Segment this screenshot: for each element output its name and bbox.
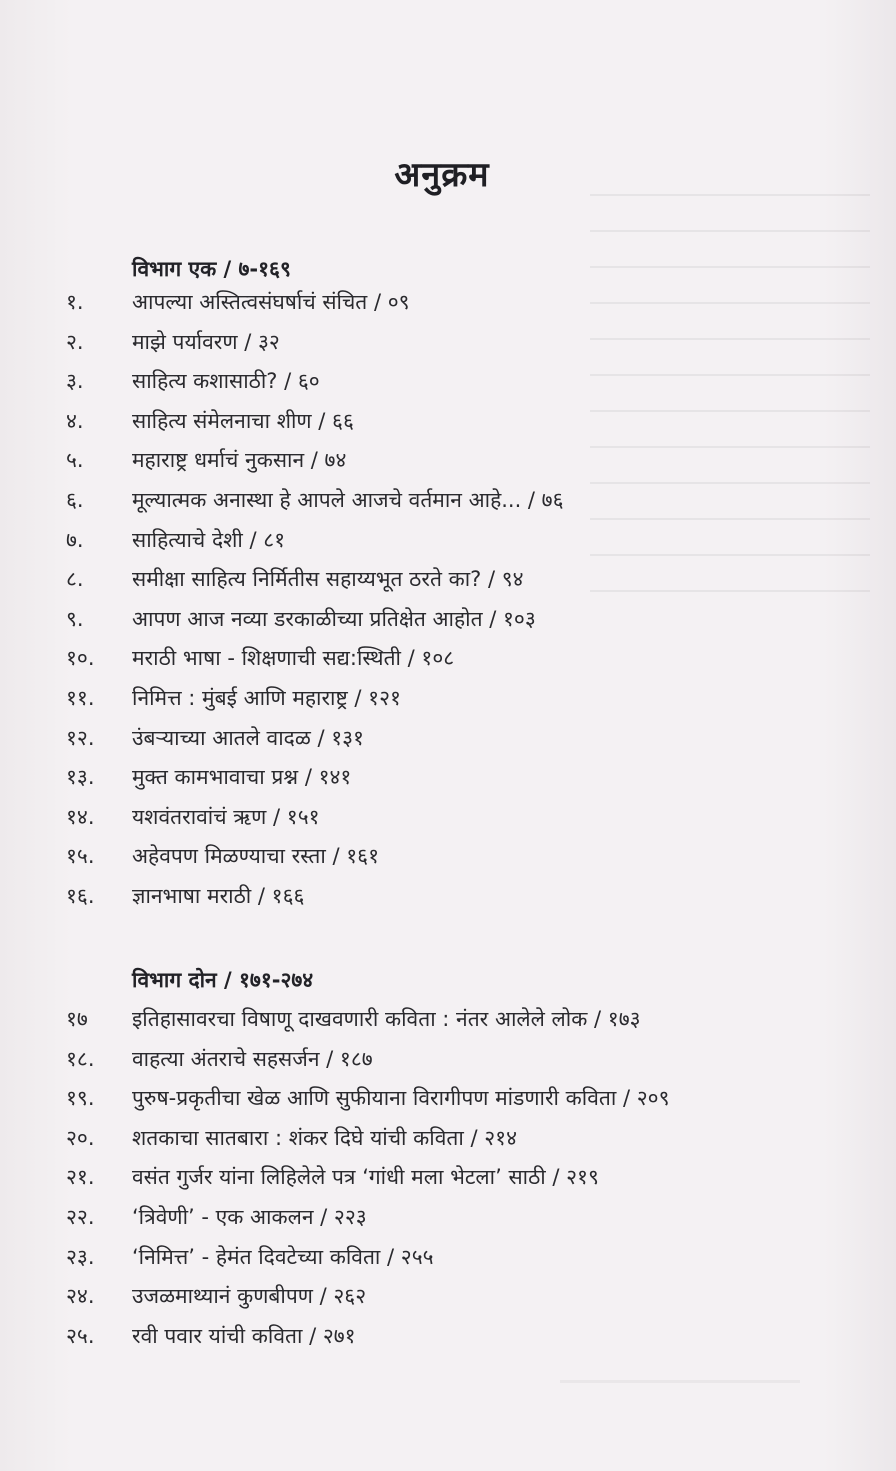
entry-number: २२.	[66, 1204, 95, 1229]
toc-entry	[0, 1124, 896, 1164]
entry-title: वसंत गुर्जर यांना लिहिलेले पत्र ‘गांधी मला भेटला’ साठी / २१९	[132, 1165, 599, 1190]
toc-entry	[0, 605, 896, 645]
entry-title: ‘निमित्त’ - हेमंत दिवटेच्या कविता / २५५	[132, 1244, 434, 1269]
toc-entry	[0, 1282, 896, 1322]
entry-title: पुरुष-प्रकृतीचा खेळ आणि सुफीयाना विरागीपण मांडणारी कविता / २०९	[132, 1086, 670, 1111]
toc-list-section-two	[0, 1005, 896, 1361]
entry-number: २१.	[66, 1165, 95, 1190]
toc-entry	[0, 328, 896, 368]
entry-title: अहेवपण मिळण्याचा रस्ता / १६१	[132, 844, 380, 869]
toc-entry	[0, 1005, 896, 1045]
entry-number: २०.	[66, 1125, 95, 1150]
entry-title: वाहत्या अंतराचे सहसर्जन / १८७	[132, 1046, 373, 1071]
entry-number: ७.	[66, 527, 84, 552]
entry-title: इतिहासावरचा विषाणू दाखवणारी कविता : नंतर आलेले लोक / १७३	[132, 1007, 641, 1031]
entry-number: १४.	[66, 804, 95, 829]
show-through-footer	[560, 1380, 800, 1399]
entry-number: १३.	[66, 765, 95, 790]
toc-entry	[0, 565, 896, 605]
entry-number: १०.	[66, 646, 95, 671]
entry-number: २४.	[66, 1284, 95, 1309]
entry-number: ३.	[66, 369, 84, 394]
toc-entry	[0, 1203, 896, 1243]
entry-title: उजळमाथ्यानं कुणबीपण / २६२	[132, 1284, 367, 1309]
entry-title: समीक्षा साहित्य निर्मितीस सहाय्यभूत ठरते का? / ९४	[132, 567, 524, 592]
entry-title: माझे पर्यावरण / ३२	[132, 329, 280, 354]
entry-number: २३.	[66, 1244, 95, 1269]
entry-number: १६.	[66, 883, 95, 908]
entry-number: ११.	[66, 685, 95, 710]
entry-number: ९.	[66, 606, 84, 631]
entry-number: १५.	[66, 844, 95, 869]
toc-entry	[0, 644, 896, 684]
entry-number: २.	[66, 329, 84, 354]
entry-title: यशवंतरावांचं ऋण / १५१	[132, 804, 320, 829]
section-heading-one: विभाग एक / ७-१६९	[132, 257, 291, 281]
toc-entry	[0, 842, 896, 882]
toc-entry	[0, 486, 896, 526]
toc-list-section-one	[0, 288, 896, 922]
entry-number: २५.	[66, 1323, 95, 1348]
entry-title: मूल्यात्मक अनास्था हे आपले आजचे वर्तमान आहे... / ७६	[132, 487, 564, 512]
entry-title: साहित्याचे देशी / ८१	[132, 527, 286, 552]
toc-entry	[0, 763, 896, 803]
toc-entry	[0, 446, 896, 486]
entry-title: ज्ञानभाषा मराठी / १६६	[132, 883, 305, 908]
toc-entry	[0, 684, 896, 724]
section-heading-two: विभाग दोन / १७१-२७४	[132, 968, 314, 992]
entry-title: महाराष्ट्र धर्माचं नुकसान / ७४	[132, 448, 347, 473]
entry-number: ८.	[66, 567, 84, 592]
entry-title: साहित्य संमेलनाचा शीण / ६६	[132, 408, 354, 433]
entry-number: १९.	[66, 1086, 95, 1111]
entry-title: मुक्त कामभावाचा प्रश्न / १४१	[132, 765, 352, 790]
entry-title: उंबऱ्याच्या आतले वादळ / १३१	[132, 725, 364, 750]
entry-number: ४.	[66, 408, 84, 433]
entry-number: १८.	[66, 1046, 95, 1071]
toc-entry	[0, 407, 896, 447]
toc-entry	[0, 526, 896, 566]
toc-entry	[0, 1045, 896, 1085]
toc-entry	[0, 1322, 896, 1362]
toc-entry	[0, 1243, 896, 1283]
toc-entry	[0, 803, 896, 843]
entry-title: निमित्त : मुंबई आणि महाराष्ट्र / १२१	[132, 685, 401, 710]
entry-title: साहित्य कशासाठी? / ६०	[132, 369, 320, 394]
entry-number: ५.	[66, 448, 84, 473]
toc-entry	[0, 882, 896, 922]
toc-entry	[0, 1163, 896, 1203]
entry-number: १७	[66, 1007, 88, 1031]
entry-number: १.	[66, 290, 84, 314]
entry-title: ‘त्रिवेणी’ - एक आकलन / २२३	[132, 1204, 367, 1229]
entry-title: रवी पवार यांची कविता / २७१	[132, 1323, 356, 1348]
page-title: अनुक्रम	[394, 155, 490, 195]
entry-number: १२.	[66, 725, 95, 750]
entry-title: मराठी भाषा - शिक्षणाची सद्य:स्थिती / १०८	[132, 646, 455, 671]
entry-title: आपल्या अस्तित्वसंघर्षाचं संचित / ०९	[132, 290, 410, 314]
entry-number: ६.	[66, 487, 84, 512]
entry-title: आपण आज नव्या डरकाळीच्या प्रतिक्षेत आहोत / १०३	[132, 606, 536, 631]
toc-entry	[0, 1084, 896, 1124]
toc-entry	[0, 724, 896, 764]
entry-title: शतकाचा सातबारा : शंकर दिघे यांची कविता / २१४	[132, 1125, 518, 1150]
toc-entry	[0, 288, 896, 328]
toc-entry	[0, 367, 896, 407]
